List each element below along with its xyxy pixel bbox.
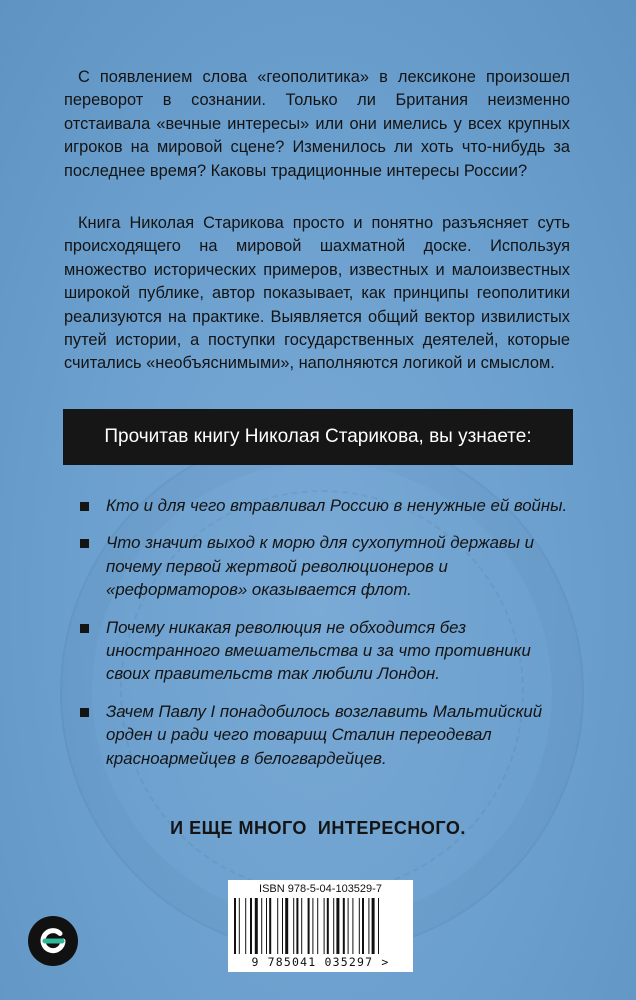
square-bullet-icon (80, 539, 89, 548)
list-item-text: Почему никакая революция не обходится без иностранного вмешательства и за что противники своих правительств так любили Лондон. (106, 617, 531, 684)
intro-paragraph: С появлением слова «геополитика» в лексиконе произошел переворот в сознании. Только ли Британия неизменно отстаивала «вечные интересы» или они имелись у всех крупных игроков на мировой сцене? Изменилось ли хоть что-нибудь за последнее время? Каковы традиционные интересы России? (64, 68, 570, 180)
learn-banner-text: Прочитав книгу Николая Старикова, вы узнаете: (104, 426, 532, 447)
eksmo-logo-icon (28, 916, 78, 966)
barcode-number: 9 785041 035297 > (251, 955, 390, 969)
isbn-label: ISBN 978-5-04-103529-7 (259, 883, 382, 895)
square-bullet-icon (80, 502, 89, 511)
bullet-list (76, 494, 576, 784)
list-item (76, 531, 576, 601)
list-item (76, 616, 576, 686)
list-item-text: Зачем Павлу I понадобилось возглавить Мальтийский орден и ради чего товарищ Сталин переодевал красноармейцев в белогвардейцев. (106, 701, 543, 768)
square-bullet-icon (80, 624, 89, 633)
list-item (76, 700, 576, 770)
barcode-block (228, 880, 413, 972)
closing-line: И ЕЩЕ МНОГО ИНТЕРЕСНОГО. (170, 818, 466, 838)
description-paragraph: Книга Николая Старикова просто и понятно разъясняет суть происходящего на мировой шахматной доске. Используя множество исторических примеров, известных и малоизвестных широкой публике, автор показывает, как принципы геополитики реализуются на практике. Выявляется общий вектор извилистых путей истории, а поступки государственных деятелей, которые считались «необъяснимыми», наполняются логикой и смыслом. (64, 214, 570, 373)
learn-banner (63, 409, 573, 465)
list-item (76, 494, 576, 517)
barcode-icon (234, 898, 407, 954)
square-bullet-icon (80, 708, 89, 717)
list-item-text: Кто и для чего втравливал Россию в ненужные ей войны. (106, 496, 568, 515)
list-item-text: Что значит выход к морю для сухопутной державы и почему первой жертвой революционеров и «реформаторов» оказывается флот. (106, 533, 535, 600)
